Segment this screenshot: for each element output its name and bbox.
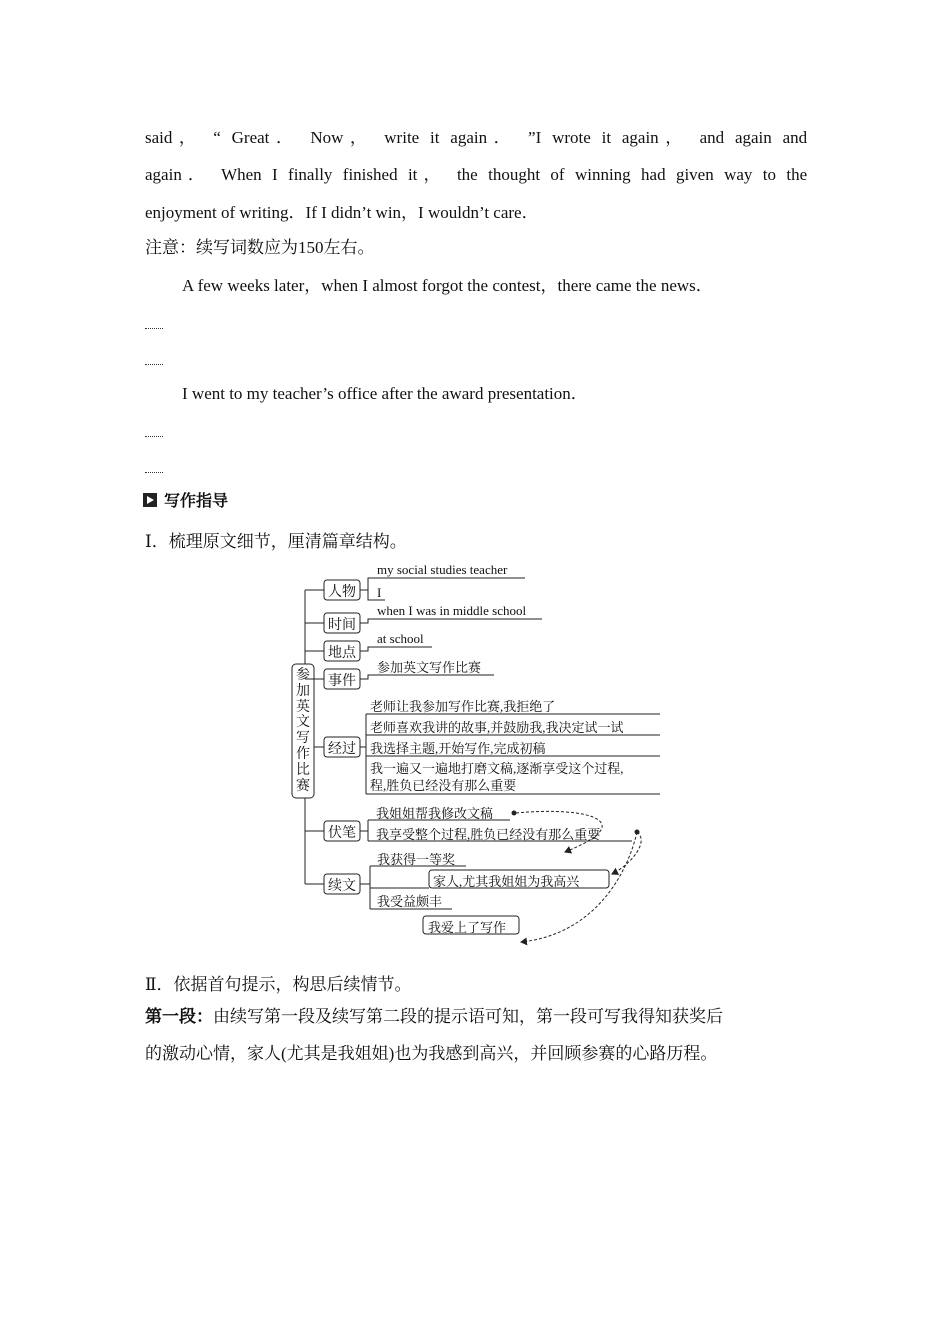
process-item: 老师喜欢我讲的故事,并鼓励我,我决定试一试: [370, 720, 624, 735]
place-value: at school: [377, 631, 424, 646]
label-continuation: 续文: [328, 879, 356, 894]
character-i: I: [377, 585, 382, 600]
character-teacher: my social studies teacher: [377, 562, 508, 577]
step1-heading: Ⅰ．梳理原文细节，厘清篇章结构。: [145, 532, 407, 551]
para1-start-sentence: A few weeks later，when I almost forgot the contest，there came the news．: [182, 276, 713, 295]
play-triangle-icon: [143, 493, 157, 507]
process-item: 老师让我参加写作比赛,我拒绝了: [370, 699, 556, 714]
writing-line: [145, 364, 163, 365]
process-item: 我一遍又一遍地打磨文稿,逐渐享受这个过程,: [370, 761, 624, 776]
mindmap-root-label: 参加英文写作比赛: [296, 668, 310, 794]
para-guide-line-2: 的激动心情，家人(尤其是我姐姐)也为我感到高兴，并回顾参赛的心路历程。: [145, 1044, 718, 1063]
label-event: 事件: [328, 674, 356, 689]
word-count-note: 注意：续写词数应为150左右。: [145, 238, 375, 257]
para-guide-line-1: 第一段：由续写第一段及续写第二段的提示语可知，第一段可写我得知获奖后: [145, 1007, 723, 1026]
step2-heading: Ⅱ．依据首句提示，构思后续情节。: [145, 975, 412, 994]
label-characters: 人物: [328, 585, 356, 600]
label-process: 经过: [328, 742, 356, 757]
foreshadow-item: 我享受整个过程,胜负已经没有那么重要: [376, 827, 601, 842]
continuation-item: 家人,尤其我姐姐为我高兴: [433, 874, 580, 889]
continuation-item: 我获得一等奖: [377, 852, 456, 867]
process-item: 我选择主题,开始写作,完成初稿: [370, 741, 546, 756]
para2-start-sentence: I went to my teacher’s office after the award presentation．: [182, 384, 588, 403]
label-time: 时间: [328, 618, 356, 633]
passage-line-3: enjoyment of writing．If I didn’t win，I wouldn’t care．: [145, 203, 539, 222]
foreshadow-item: 我姐姐帮我修改文稿: [376, 806, 494, 821]
label-place: 地点: [328, 646, 356, 661]
event-value: 参加英文写作比赛: [377, 660, 482, 675]
passage-line-1: said， “ Great． Now， write it again． ”I wrote it again， and again and: [145, 128, 808, 147]
process-item: 程,胜负已经没有那么重要: [370, 778, 517, 793]
section-heading: 写作指导: [143, 488, 228, 511]
continuation-item: 我爱上了写作: [428, 920, 507, 935]
writing-line: [145, 472, 163, 473]
passage-line-2: again． When I finally finished it， the thought of winning had given way to the: [145, 165, 808, 184]
time-value: when I was in middle school: [377, 603, 527, 618]
writing-line: [145, 436, 163, 437]
writing-line: [145, 328, 163, 329]
continuation-item: 我受益颇丰: [377, 894, 443, 909]
para-guide-label: 第一段：: [145, 1007, 213, 1026]
label-foreshadow: 伏笔: [328, 826, 356, 841]
